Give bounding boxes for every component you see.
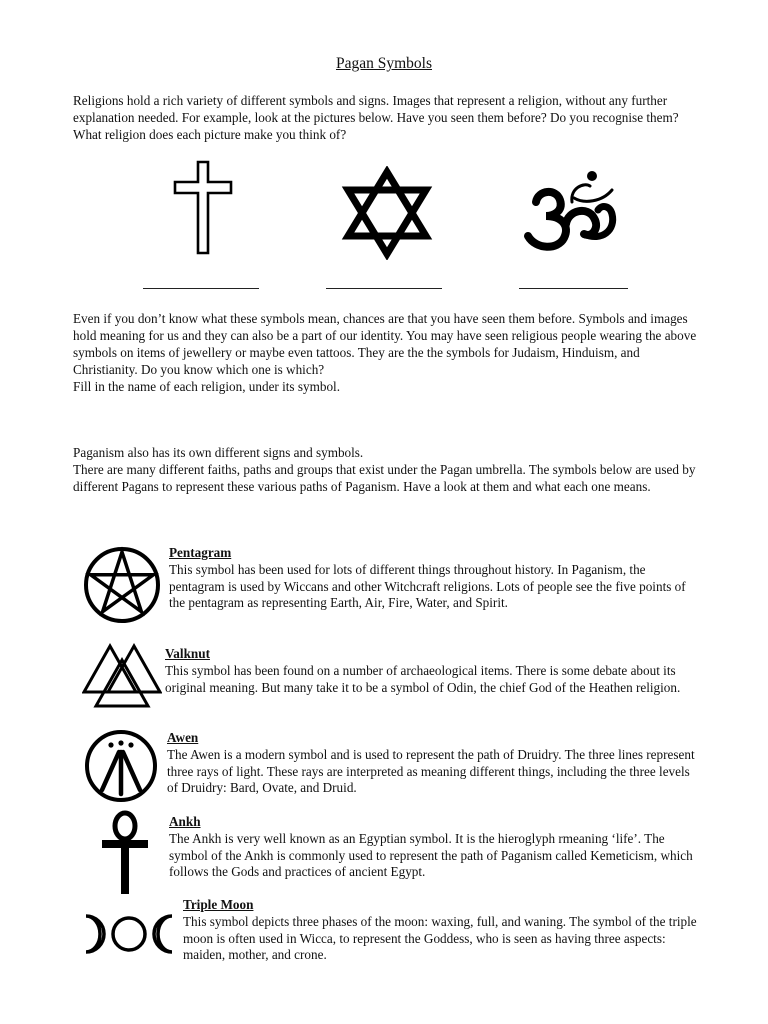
latin-cross-icon <box>172 160 234 256</box>
triple-moon-title: Triple Moon <box>183 897 254 912</box>
ankh-text: The Ankh is very well known as an Egyptian symbol. It is the hieroglyph rmeaning ‘life’. The symbol of the Ankh is commonly used to represent the path of Paganism called Kemeticism, which follows the Gods and practices of ancient Egypt. <box>169 830 693 880</box>
paganism-intro <box>73 444 703 495</box>
om-icon <box>522 168 620 254</box>
triple-moon-icon <box>80 914 178 954</box>
middle-paragraph <box>73 310 703 395</box>
valknut-entry <box>165 646 705 696</box>
triple-moon-entry <box>183 897 703 964</box>
pentagram-icon <box>83 546 161 624</box>
awen-icon <box>82 728 160 804</box>
ankh-entry <box>169 814 699 881</box>
valknut-text: This symbol has been found on a number of archaeological items. There is some debate about its original meaning. But many take it to be a symbol of Odin, the chief God of the Heathen religion. <box>165 662 681 695</box>
intro-text: Religions hold a rich variety of different symbols and signs. Images that represent a religion, without any further explanation needed. For example, look at the pictures below. Have you seen them before? Do you recognise them? What religion does each picture make you think of? <box>73 93 679 142</box>
valknut-icon <box>82 642 162 710</box>
middle-text-1: Even if you don’t know what these symbols mean, chances are that you have seen them before. Symbols and images hold meaning for us and they can also be a part of our identity. You may have seen religious people wearing the above symbols on items of jewellery or maybe even tattoos. They are the the symbols for Judaism, Hinduism, and Christianity. Do you know which one is which? <box>73 311 697 377</box>
ankh-icon <box>100 810 150 896</box>
awen-title: Awen <box>167 730 199 745</box>
paganism-intro-1: Paganism also has its own different signs and symbols. <box>73 445 364 460</box>
awen-text: The Awen is a modern symbol and is used to represent the path of Druidry. The three lines represent three rays of light. These rays are interpreted as meaning different things, including the three levels of Druidry: Bard, Ovate, and Druid. <box>167 746 695 796</box>
pentagram-title: Pentagram <box>169 545 232 560</box>
triple-moon-text: This symbol depicts three phases of the moon: waxing, full, and waning. The symbol of the triple moon is often used in Wicca, to represent the Goddess, who is seen as having three aspects: maiden, mother, and crone. <box>183 913 697 963</box>
answer-line-3[interactable] <box>519 288 628 289</box>
ankh-title: Ankh <box>169 814 201 829</box>
pentagram-text: This symbol has been used for lots of different things throughout history. In Paganism, the pentagram is used by Wiccans and other Witchcraft religions. Lots of people see the five points of the pentagram as representing Earth, Air, Fire, Water, and Spirit. <box>169 561 686 611</box>
answer-line-2[interactable] <box>326 288 442 289</box>
paganism-intro-2: There are many different faiths, paths and groups that exist under the Pagan umbrella. The symbols below are used by different Pagans to represent these various paths of Paganism. Have a look at them and what each one means. <box>73 462 696 494</box>
intro-paragraph <box>73 92 703 143</box>
valknut-title: Valknut <box>165 646 210 661</box>
page-title: Pagan Symbols <box>335 55 433 72</box>
answer-line-1[interactable] <box>143 288 259 289</box>
middle-text-2: Fill in the name of each religion, under its symbol. <box>73 379 340 394</box>
awen-entry <box>167 730 697 797</box>
star-of-david-icon <box>340 166 434 260</box>
pentagram-entry <box>169 545 699 612</box>
